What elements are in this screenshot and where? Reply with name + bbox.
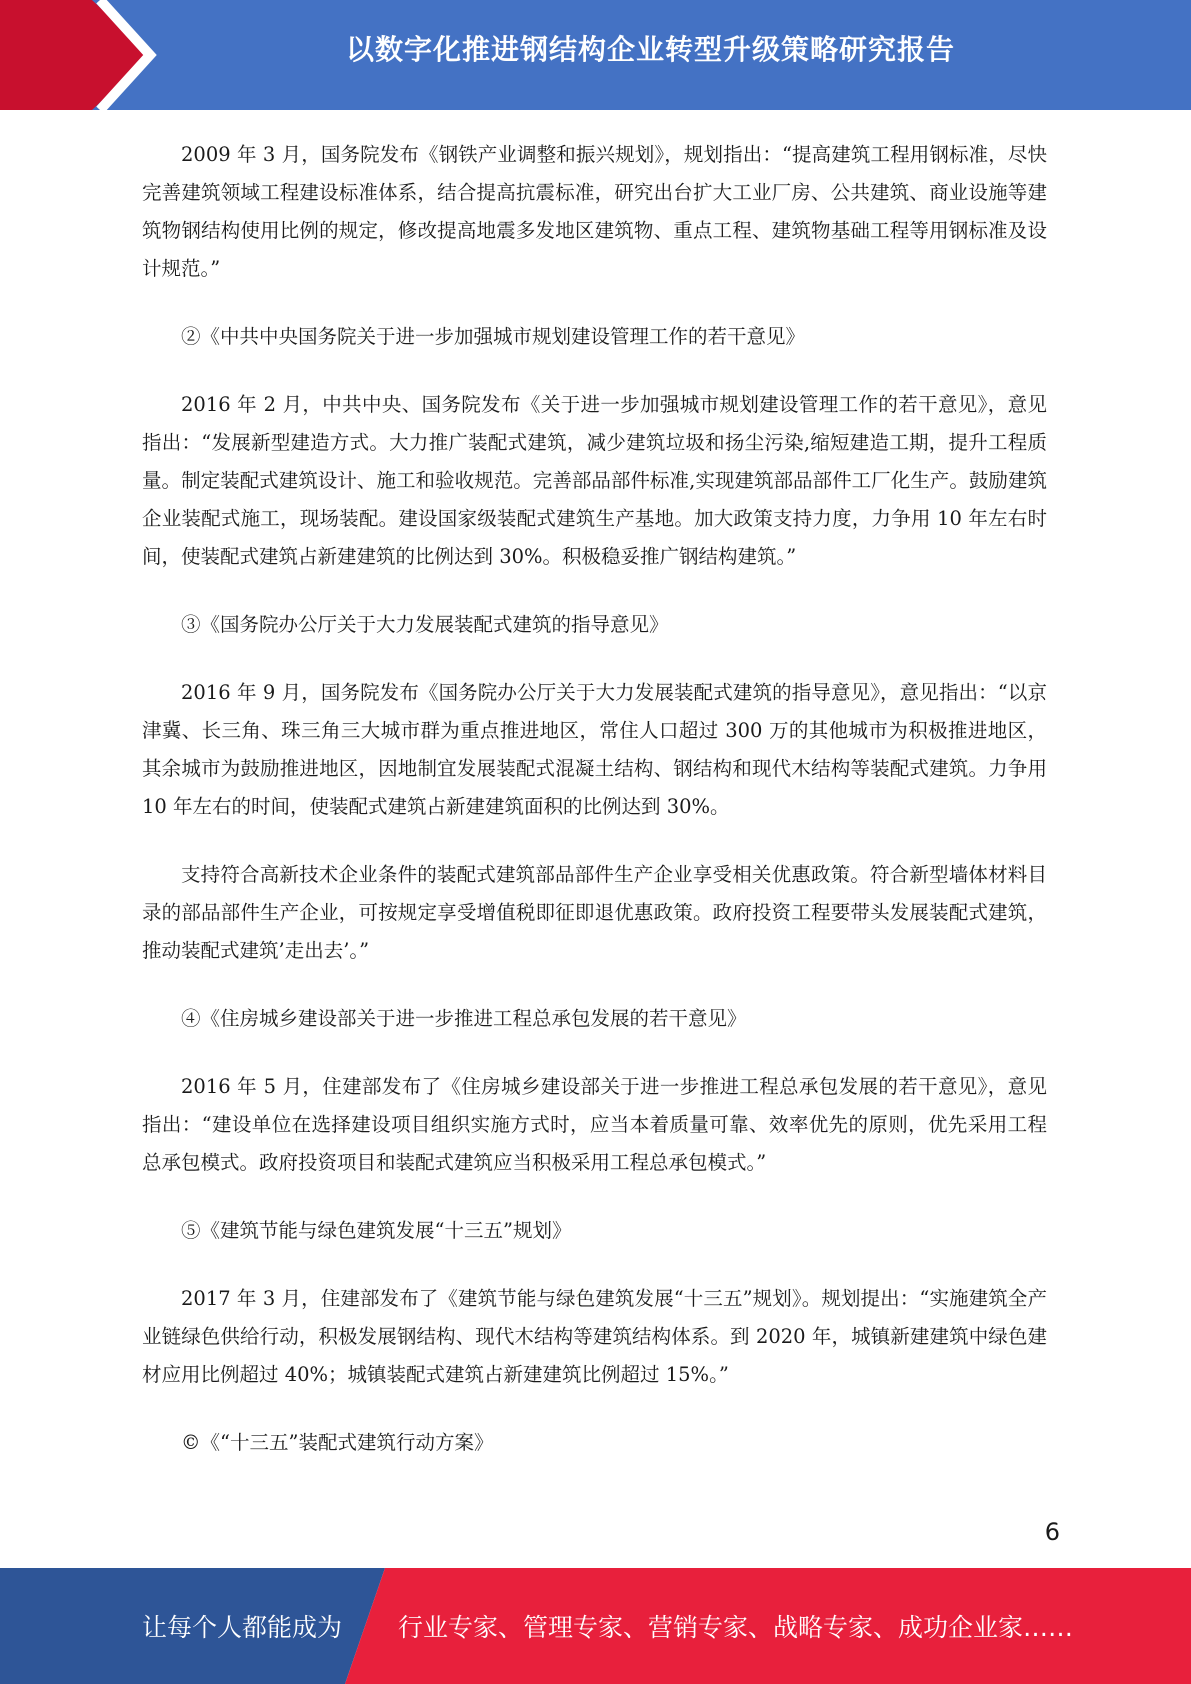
paragraph-prefab-guidance: 2016 年 9 月，国务院发布《国务院办公厅关于大力发展装配式建筑的指导意见》，意见指出：“以京津冀、长三角、珠三角三大城市群为重点推进地区，常住人口超过 300 万的其他城市为积极推进地区，其余城市为鼓励推进地区，因地制宜发展装配式混凝土结构、钢结构和现代木结构等装配式建筑。力争用 10 年左右的时间，使装配式建筑占新建建筑面积的比例达到 30%。 — [142, 681, 1047, 818]
page-number: 6 — [1044, 1518, 1060, 1546]
section-heading-prefab-guidance: ③《国务院办公厅关于大力发展装配式建筑的指导意见》 — [181, 613, 669, 636]
header-red-arrow — [0, 0, 150, 110]
paragraph-urban-planning: 2016 年 2 月，中共中央、国务院发布《关于进一步加强城市规划建设管理工作的若干意见》，意见指出：“发展新型建造方式。大力推广装配式建筑，减少建筑垃圾和扬尘污染,缩短建造工期，提升工程质量。制定装配式建筑设计、施工和验收规范。完善部品部件标准,实现建筑部品部件工厂化生产。鼓励建筑企业装配式施工，现场装配。建设国家级装配式建筑生产基地。加大政策支持力度，力争用 10 年左右时间，使装配式建筑占新建建筑的比例达到 30%。积极稳妥推广钢结构建筑。” — [142, 393, 1047, 568]
section-heading-general-contracting: ④《住房城乡建设部关于进一步推进工程总承包发展的若干意见》 — [181, 1007, 747, 1030]
footer-slogan-right: 行业专家、管理专家、营销专家、战略专家、成功企业家…… — [398, 1613, 1074, 1642]
page-header — [0, 0, 1191, 110]
paragraph-green-building: 2017 年 3 月，住建部发布了《建筑节能与绿色建筑发展“十三五”规划》。规划提出：“实施建筑全产业链绿色供给行动，积极发展钢结构、现代木结构等建筑结构体系。到 2020 年，城镇新建建筑中绿色建材应用比例超过 40%；城镇装配式建筑占新建建筑比例超过 15%。” — [142, 1287, 1047, 1386]
paragraph-prefab-policy-support: 支持符合高新技术企业条件的装配式建筑部品部件生产企业享受相关优惠政策。符合新型墙体材料目录的部品部件生产企业，可按规定享受增值税即征即退优惠政策。政府投资工程要带头发展装配式建筑，推动装配式建筑’走出去’。” — [142, 863, 1047, 962]
paragraph-steel-plan: 2009 年 3 月，国务院发布《钢铁产业调整和振兴规划》，规划指出：“提高建筑工程用钢标准，尽快完善建筑领域工程建设标准体系，结合提高抗震标准，研究出台扩大工业厂房、公共建筑、商业设施等建筑物钢结构使用比例的规定，修改提高地震多发地区建筑物、重点工程、建筑物基础工程等用钢标准及设计规范。” — [142, 143, 1047, 280]
section-heading-green-building: ⑤《建筑节能与绿色建筑发展“十三五”规划》 — [181, 1219, 572, 1242]
footer-slogan-left: 让每个人都能成为 — [142, 1613, 343, 1642]
document-title: 以数字化推进钢结构企业转型升级策略研究报告 — [345, 33, 955, 66]
document-body — [142, 136, 1047, 1492]
page-footer — [0, 1568, 1191, 1684]
paragraph-general-contracting: 2016 年 5 月，住建部发布了《住房城乡建设部关于进一步推进工程总承包发展的若干意见》，意见指出：“建设单位在选择建设项目组织实施方式时，应当本着质量可靠、效率优先的原则，优先采用工程总承包模式。政府投资项目和装配式建筑应当积极采用工程总承包模式。” — [142, 1075, 1047, 1174]
section-heading-urban-planning: ②《中共中央国务院关于进一步加强城市规划建设管理工作的若干意见》 — [181, 325, 806, 348]
section-heading-prefab-action-plan: ©《“十三五”装配式建筑行动方案》 — [181, 1431, 494, 1454]
